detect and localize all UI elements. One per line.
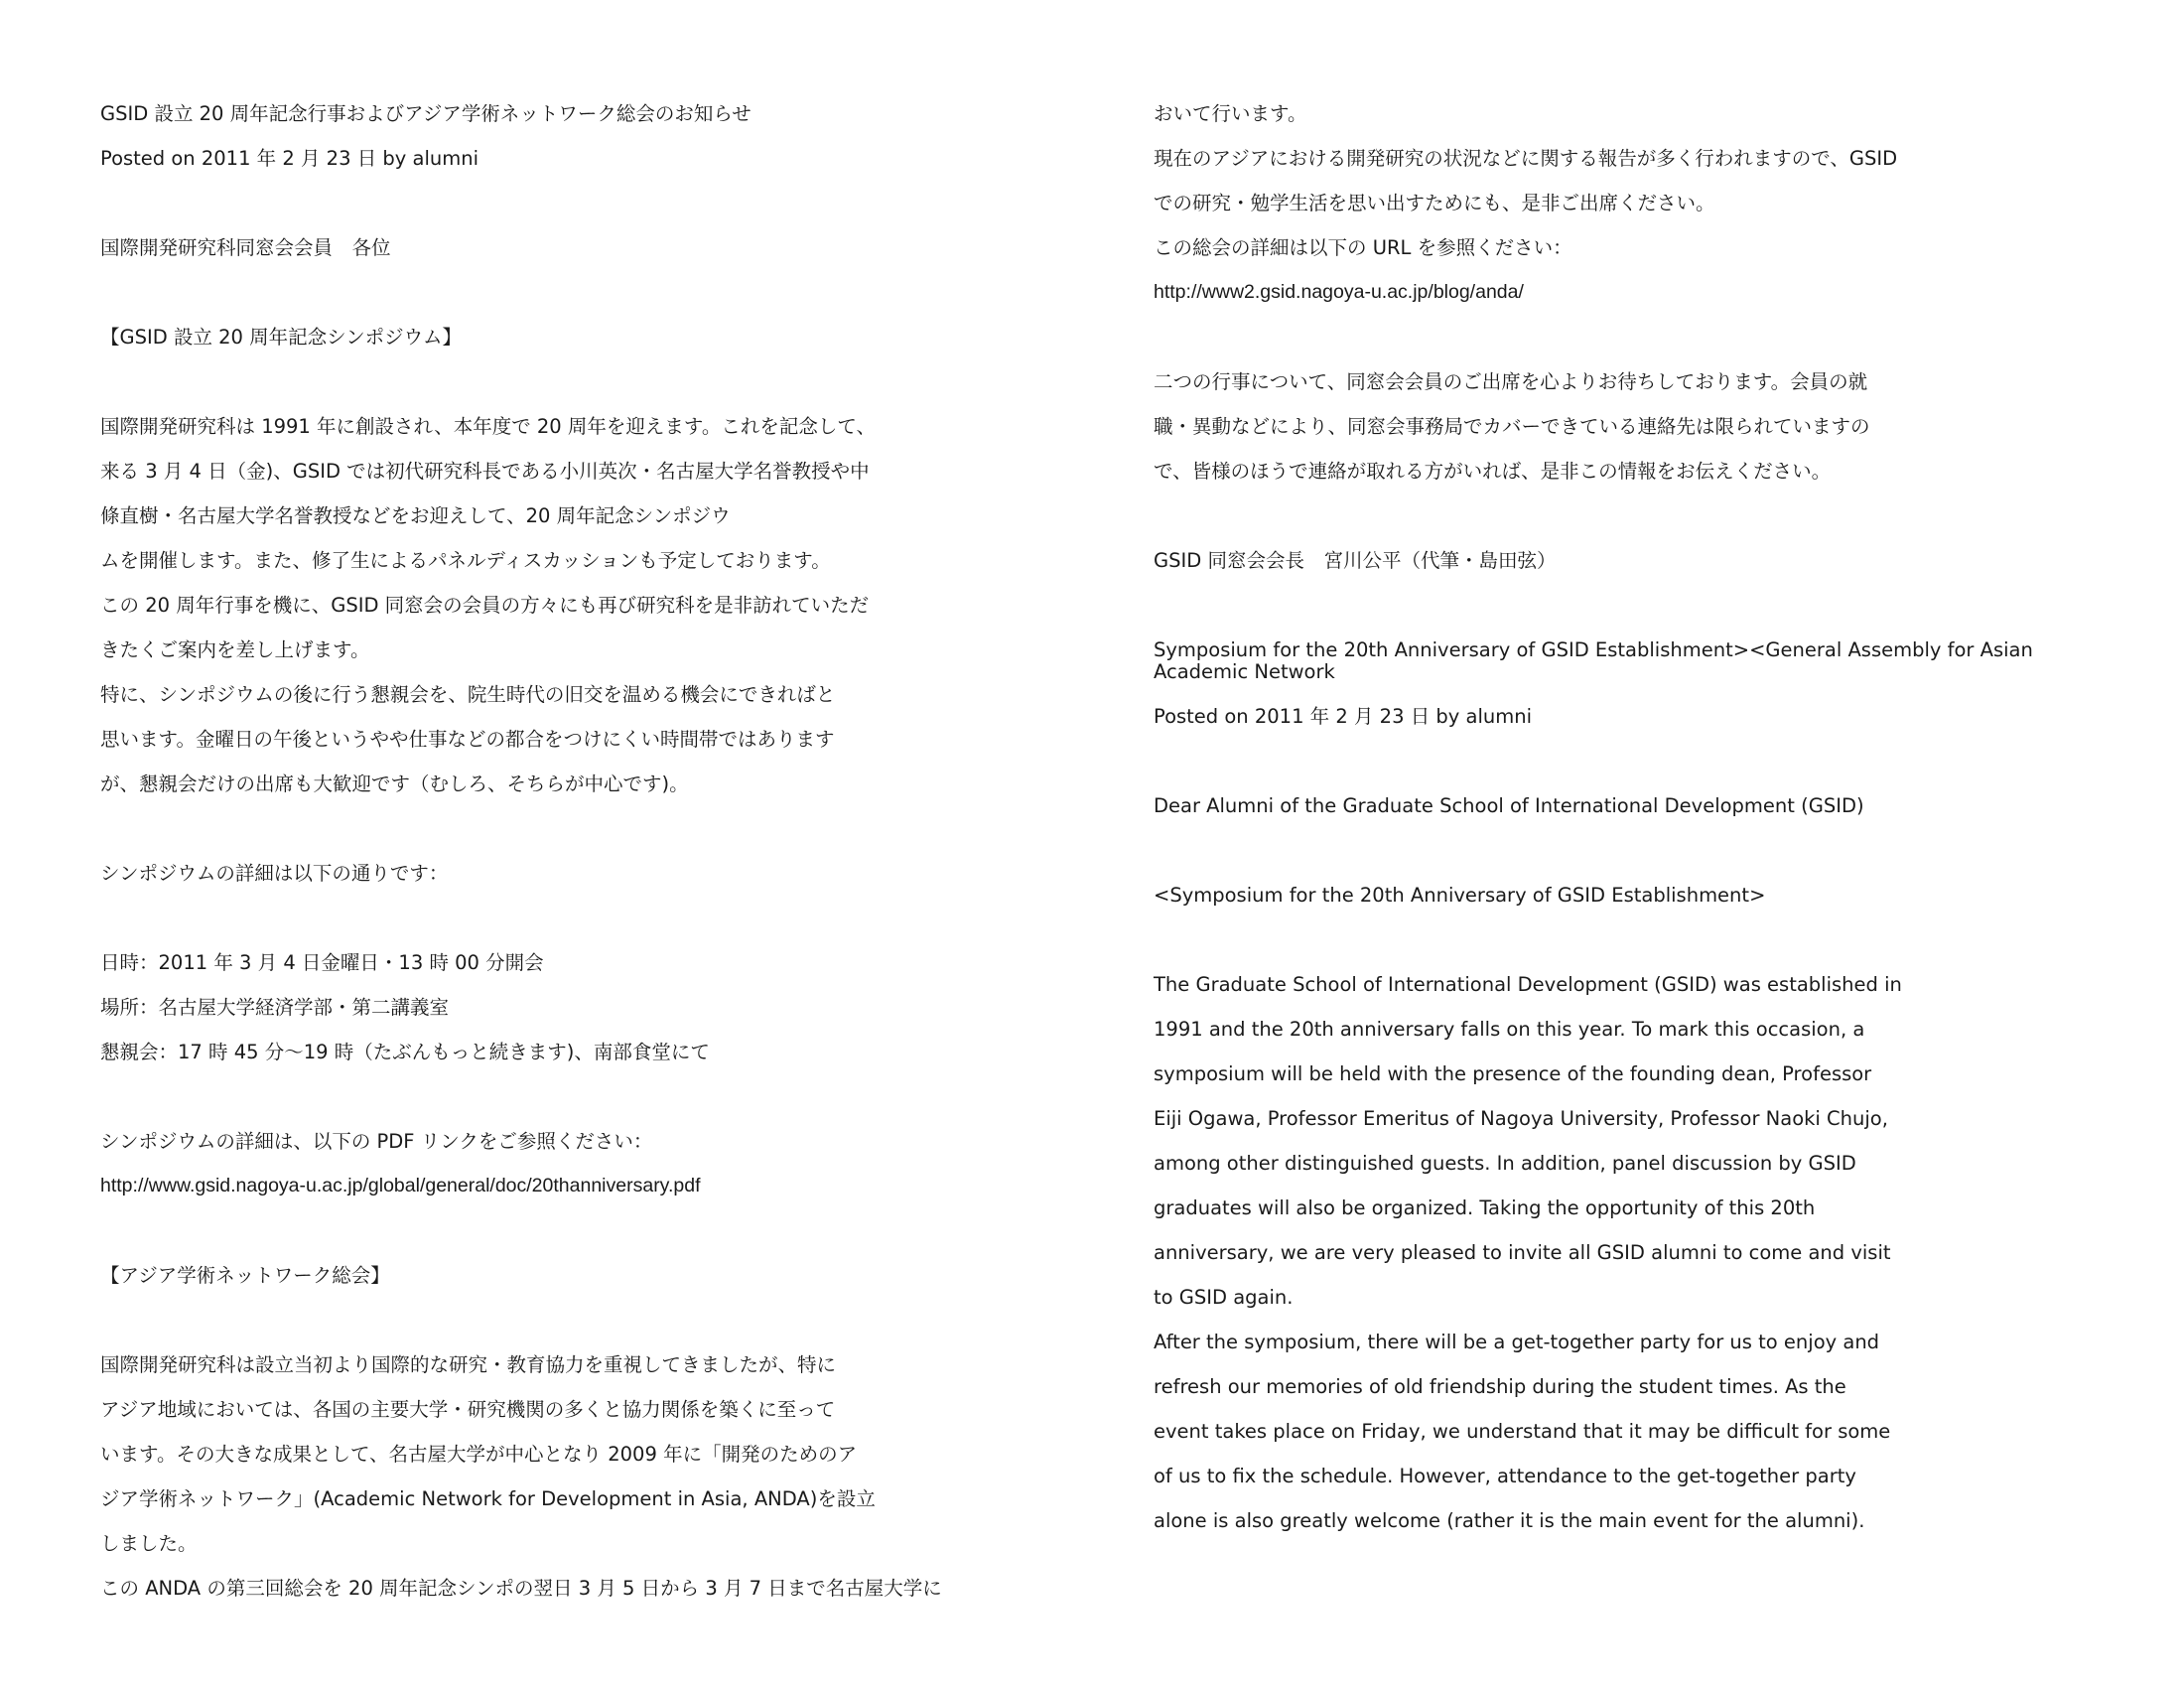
text-line: 【アジア学術ネットワーク総会】 — [100, 1264, 390, 1287]
text-line: この 20 周年行事を機に、GSID 同窓会の会員の方々にも再び研究科を是非訪れていただ — [100, 594, 870, 617]
text-line: 二つの行事について、同窓会会員のご出席を心よりお待ちしております。会員の就 — [1154, 370, 1868, 393]
text-line: ジア学術ネットワーク」(Academic Network for Development in Asia, ANDA)を設立 — [100, 1487, 876, 1510]
text-line: 思います。金曜日の午後というやや仕事などの都合をつけにくい時間帯ではあります — [100, 728, 835, 751]
text-line: 職・異動などにより、同窓会事務局でカバーできている連絡先は限られていますの — [1154, 415, 1870, 438]
blank-line — [100, 1074, 1053, 1119]
blank-line — [1154, 828, 2047, 873]
text-line: to GSID again. — [1154, 1286, 1294, 1309]
text-line: シンポジウムの詳細は、以下の PDF リンクをご参照ください： — [100, 1130, 653, 1153]
text-line: GSID 設立 20 周年記念行事およびアジア学術ネットワーク総会のお知らせ — [100, 102, 751, 125]
blank-line — [100, 806, 1053, 851]
text-line: The Graduate School of International Development (GSID) was established in — [1154, 973, 1902, 996]
text-line: GSID 同窓会会長 宮川公平（代筆・島田弦） — [1154, 549, 1557, 572]
text-line: 国際開発研究科は 1991 年に創設され、本年度で 20 周年を迎えます。これを記念して、 — [100, 415, 876, 438]
text-line: Dear Alumni of the Graduate School of International Development (GSID) — [1154, 794, 1864, 817]
text-line: event takes place on Friday, we understand that it may be difficult for some — [1154, 1420, 1891, 1443]
text-line: この総会の詳細は以下の URL を参照ください： — [1154, 236, 1572, 259]
text-line: ムを開催します。また、修了生によるパネルディスカッションも予定しております。 — [100, 549, 831, 572]
text-line: 條直樹・名古屋大学名誉教授などをお迎えして、20 周年記念シンポジウ — [100, 504, 731, 527]
text-line: among other distinguished guests. In addition, panel discussion by GSID — [1154, 1152, 1856, 1175]
blank-line — [1154, 493, 2047, 538]
text-line: 来る 3 月 4 日（金)、GSID では初代研究科長である小川英次・名古屋大学名誉教授や中 — [100, 460, 870, 483]
text-line: で、皆様のほうで連絡が取れる方がいれば、是非この情報をお伝えください。 — [1154, 460, 1832, 483]
right-column-bottom — [1154, 694, 2047, 1543]
blank-line — [100, 359, 1053, 404]
english-post-title: Symposium for the 20th Anniversary of GSID Establishment><General Assembly for Asian Academic Network — [1154, 638, 2033, 683]
text-line: <Symposium for the 20th Anniversary of GSID Establishment> — [1154, 884, 1766, 907]
text-line: of us to fix the schedule. However, attendance to the get-together party — [1154, 1465, 1856, 1487]
left-column — [100, 91, 1053, 1611]
text-line: シンポジウムの詳細は以下の通りです： — [100, 862, 449, 885]
text-line: おいて行います。 — [1154, 102, 1307, 125]
text-line: 特に、シンポジウムの後に行う懇親会を、院生時代の旧交を温める機会にできればと — [100, 683, 836, 706]
text-line: anniversary, we are very pleased to invite all GSID alumni to come and visit — [1154, 1241, 1891, 1264]
blank-line — [100, 896, 1053, 940]
blank-line — [100, 1298, 1053, 1342]
text-line: 日時：2011 年 3 月 4 日金曜日・13 時 00 分開会 — [100, 951, 544, 974]
text-line: 現在のアジアにおける開発研究の状況などに関する報告が多く行われますので、GSID — [1154, 147, 1898, 170]
text-line: います。その大きな成果として、名古屋大学が中心となり 2009 年に「開発のためのア — [100, 1443, 858, 1466]
text-line: アジア地域においては、各国の主要大学・研究機関の多くと協力関係を築くに至って — [100, 1398, 836, 1421]
text-line: Posted on 2011 年 2 月 23 日 by alumni — [1154, 705, 1533, 728]
text-line: After the symposium, there will be a get-together party for us to enjoy and — [1154, 1331, 1880, 1353]
blank-line — [1154, 739, 2047, 783]
blank-line — [1154, 917, 2047, 962]
text-line: 国際開発研究科は設立当初より国際的な研究・教育協力を重視してきましたが、特に — [100, 1353, 837, 1376]
text-line: refresh our memories of old friendship during the student times. As the — [1154, 1375, 1846, 1398]
text-line: しました。 — [100, 1532, 198, 1555]
text-line: 懇親会：17 時 45 分〜19 時（たぶんもっと続きます)、南部食堂にて — [100, 1041, 710, 1063]
text-line: 場所：名古屋大学経済学部・第二講義室 — [100, 996, 450, 1019]
blank-line — [100, 181, 1053, 225]
blank-line — [100, 1208, 1053, 1253]
text-line: Posted on 2011 年 2 月 23 日 by alumni — [100, 147, 479, 170]
text-line: graduates will also be organized. Taking the opportunity of this 20th — [1154, 1196, 1816, 1219]
url-text: http://www.gsid.nagoya-u.ac.jp/global/general/doc/20thanniversary.pdf — [100, 1175, 701, 1196]
text-line: symposium will be held with the presence of the founding dean, Professor — [1154, 1062, 1872, 1085]
blank-line — [1154, 583, 2047, 628]
text-line: での研究・勉学生活を思い出すためにも、是非ご出席ください。 — [1154, 192, 1715, 214]
blank-line — [100, 270, 1053, 315]
text-line: Eiji Ogawa, Professor Emeritus of Nagoya University, Professor Naoki Chujo, — [1154, 1107, 1888, 1130]
text-line: きたくご案内を差し上げます。 — [100, 638, 370, 661]
text-line: この ANDA の第三回総会を 20 周年記念シンポの翌日 3 月 5 日から 3 月 7 日まで名古屋大学に — [100, 1577, 942, 1600]
text-line: が、懇親会だけの出席も大歓迎です（むしろ、そちらが中心です)。 — [100, 773, 689, 795]
text-line: alone is also greatly welcome (rather it is the main event for the alumni). — [1154, 1509, 1865, 1532]
url-text: http://www2.gsid.nagoya-u.ac.jp/blog/anda/ — [1154, 281, 1524, 303]
blank-line — [1154, 315, 2047, 359]
right-column — [1154, 91, 2047, 1543]
text-line: 1991 and the 20th anniversary falls on this year. To mark this occasion, a — [1154, 1018, 1865, 1041]
right-column-top — [1154, 91, 2047, 628]
text-line: 【GSID 設立 20 周年記念シンポジウム】 — [100, 326, 462, 349]
text-line: 国際開発研究科同窓会会員 各位 — [100, 236, 391, 259]
